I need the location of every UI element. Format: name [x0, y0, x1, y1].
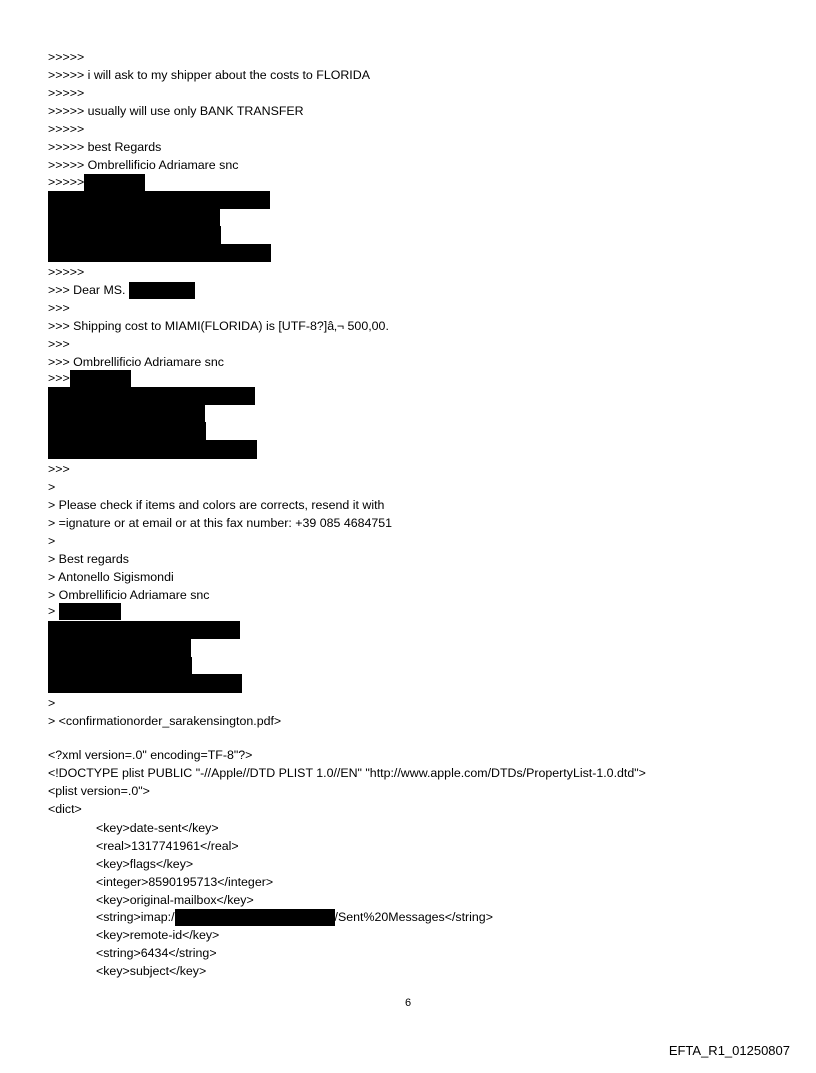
redaction-bar: [70, 370, 131, 387]
redaction-block: [48, 244, 271, 262]
redaction-block: [48, 657, 192, 674]
email-line: >>>>>: [48, 50, 85, 64]
email-line: >>>>> Ombrellificio Adriamare snc: [48, 158, 239, 172]
email-line: >: [48, 534, 56, 548]
xml-line: <key>flags</key>: [96, 857, 194, 871]
xml-line: <!DOCTYPE plist PUBLIC "-//Apple//DTD PLIST 1.0//EN" "http://www.apple.com/DTDs/PropertyList-1.0.dtd">: [48, 766, 646, 780]
redaction-block: [48, 440, 257, 459]
email-line-text: >>>>>: [48, 175, 85, 189]
email-line: > Ombrellificio Adriamare snc: [48, 588, 210, 602]
redaction-bar: [84, 174, 145, 191]
xml-line: <key>subject</key>: [96, 964, 207, 978]
email-line: >>>>> best Regards: [48, 140, 162, 154]
email-line: [48, 370, 131, 387]
redaction-block: [48, 674, 242, 693]
email-line: >>> Ombrellificio Adriamare snc: [48, 355, 224, 369]
redaction-block: [48, 387, 255, 405]
email-line: > Antonello Sigismondi: [48, 570, 174, 584]
email-line: >>>: [48, 337, 70, 351]
email-line: [48, 603, 121, 620]
xml-line: <key>original-mailbox</key>: [96, 893, 254, 907]
page-number: 6: [404, 997, 412, 1009]
redaction-bar: [129, 282, 195, 299]
email-line-text: >: [48, 604, 56, 618]
xml-line-text: <string>imap:/: [96, 910, 175, 924]
email-line: >>>: [48, 301, 70, 315]
email-line: [48, 282, 195, 299]
email-line: >>>>>: [48, 86, 85, 100]
redaction-bar: [59, 603, 121, 620]
email-line-text: >>>: [48, 371, 70, 385]
redaction-bar: [175, 909, 335, 926]
email-line: > Please check if items and colors are corrects, resend it with: [48, 498, 385, 512]
redaction-block: [48, 405, 205, 422]
email-line: [48, 174, 145, 191]
xml-line: <real>1317741961</real>: [96, 839, 239, 853]
email-line: >: [48, 696, 56, 710]
redaction-block: [48, 621, 240, 639]
email-line: >>>: [48, 462, 70, 476]
redaction-block: [48, 226, 221, 244]
email-line: >: [48, 480, 56, 494]
redaction-block: [48, 639, 191, 657]
xml-line: <?xml version=.0" encoding=TF-8"?>: [48, 748, 253, 762]
email-line: >>>>> usually will use only BANK TRANSFER: [48, 104, 304, 118]
email-line: >>>>>: [48, 122, 85, 136]
email-line: >>>>>: [48, 265, 85, 279]
redaction-block: [48, 422, 206, 440]
xml-line: <plist version=.0">: [48, 784, 150, 798]
email-line: >>> Shipping cost to MIAMI(FLORIDA) is [UTF-8?]â‚¬ 500,00.: [48, 319, 389, 333]
attachment-line: > <confirmationorder_sarakensington.pdf>: [48, 714, 282, 728]
xml-line: <dict>: [48, 802, 82, 816]
xml-line: <key>remote-id</key>: [96, 928, 220, 942]
email-line-text: >>> Dear MS.: [48, 283, 126, 297]
xml-line: <key>date-sent</key>: [96, 821, 219, 835]
bates-number: EFTA_R1_01250807: [668, 1043, 790, 1058]
email-line: > =ignature or at email or at this fax number: +39 085 4684751: [48, 516, 393, 530]
redaction-block: [48, 209, 220, 226]
xml-line: [96, 909, 493, 926]
email-line: > Best regards: [48, 552, 129, 566]
xml-line: <integer>8590195713</integer>: [96, 875, 274, 889]
xml-line-text: /Sent%20Messages</string>: [334, 910, 493, 924]
redaction-block: [48, 191, 270, 209]
xml-line: <string>6434</string>: [96, 946, 217, 960]
email-line: >>>>> i will ask to my shipper about the costs to FLORIDA: [48, 68, 370, 82]
